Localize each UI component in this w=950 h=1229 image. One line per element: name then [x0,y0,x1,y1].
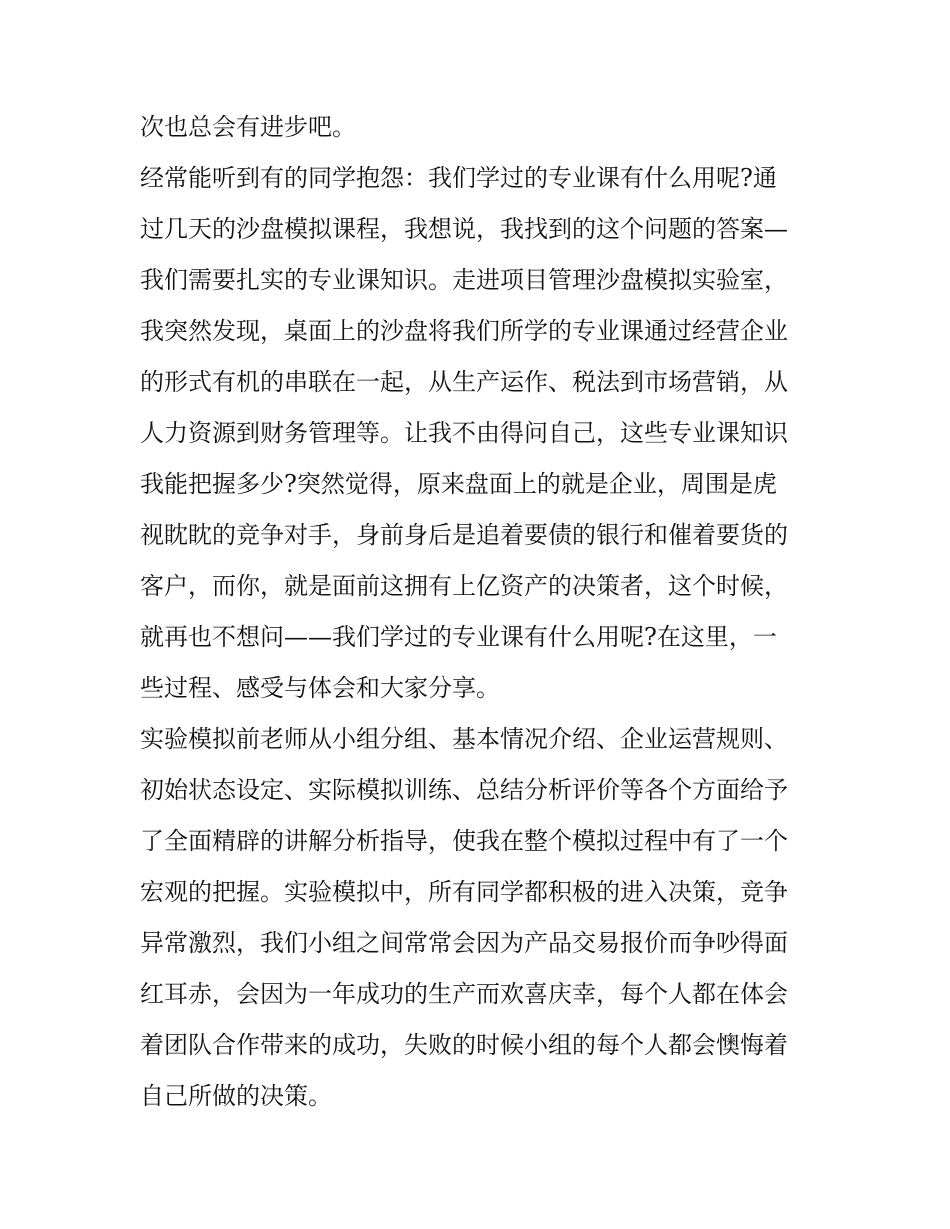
text-line: 我能把握多少?突然觉得，原来盘面上的就是企业，周围是虎 [140,470,777,498]
text-line: 些过程、感受与体会和大家分享。 [140,674,500,702]
text-line: 异常激烈，我们小组之间常常会因为产品交易报价而争吵得面 [140,929,788,957]
text-line: 了全面精辟的讲解分析指导，使我在整个模拟过程中有了一个 [140,827,788,855]
text-line: 人力资源到财务管理等。让我不由得问自己，这些专业课知识 [140,419,788,447]
body-text [140,102,812,1122]
text-line: 次也总会有进步吧。 [140,113,356,141]
text-line: 经常能听到有的同学抱怨：我们学过的专业课有什么用呢?通 [140,164,777,192]
text-line: 视眈眈的竞争对手，身前身后是追着要债的银行和催着要货的 [140,521,788,549]
text-line: 红耳赤，会因为一年成功的生产而欢喜庆幸，每个人都在体会 [140,980,788,1008]
text-line: 初始状态设定、实际模拟训练、总结分析评价等各个方面给予 [140,776,788,804]
text-line: 就再也不想问——我们学过的专业课有什么用呢?在这里，一 [140,623,777,651]
text-line: 实验模拟前老师从小组分组、基本情况介绍、企业运营规则、 [140,725,788,753]
text-line: 自己所做的决策。 [140,1082,332,1110]
text-line: 我突然发现，桌面上的沙盘将我们所学的专业课通过经营企业 [140,317,788,345]
text-line: 客户，而你，就是面前这拥有上亿资产的决策者，这个时候， [140,572,788,600]
text-line: 过几天的沙盘模拟课程，我想说，我找到的这个问题的答案— [140,215,788,243]
text-line: 宏观的把握。实验模拟中，所有同学都积极的进入决策，竞争 [140,878,788,906]
text-line: 的形式有机的串联在一起，从生产运作、税法到市场营销，从 [140,368,788,396]
text-line: 我们需要扎实的专业课知识。走进项目管理沙盘模拟实验室， [140,266,788,294]
text-line: 着团队合作带来的成功，失败的时候小组的每个人都会懊悔着 [140,1031,788,1059]
